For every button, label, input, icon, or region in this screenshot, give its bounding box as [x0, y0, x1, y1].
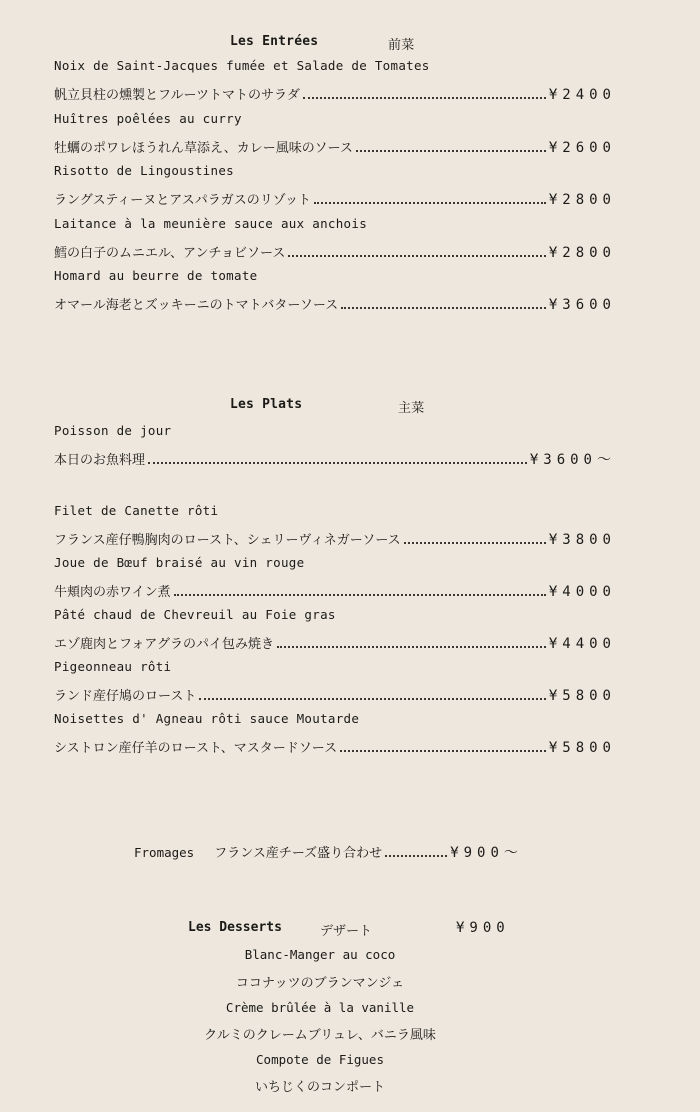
menu-item	[54, 503, 624, 547]
dessert-name-fr: Crème brûlée à la vanille	[225, 1000, 415, 1015]
leader-dots	[174, 585, 546, 596]
menu-item	[54, 711, 624, 755]
desserts-title-fr: Les Desserts	[188, 920, 282, 935]
menu-item	[54, 58, 624, 102]
item-price: ¥4400	[548, 636, 616, 652]
dessert-name-fr: Compote de Figues	[256, 1052, 384, 1067]
menu-item	[54, 607, 624, 651]
item-name-fr: Laitance à la meunière sauce aux anchois	[54, 216, 368, 231]
dessert-name-jp: クルミのクレームブリュレ、バニラ風味	[204, 1028, 436, 1043]
leader-dots	[314, 193, 546, 204]
item-price: ¥2400	[548, 87, 616, 103]
plats-title-fr: Les Plats	[230, 397, 303, 412]
item-price: ¥2800	[548, 245, 616, 261]
item-name-jp: 鱈の白子のムニエル、アンチョビソース	[54, 246, 286, 261]
item-name-jp: エゾ鹿肉とフォアグラのパイ包み焼き	[54, 637, 274, 652]
item-name-jp: 帆立貝柱の燻製とフルーツトマトのサラダ	[54, 88, 300, 103]
item-price: ¥3600～	[529, 452, 616, 468]
item-name-jp: ランド産仔鳩のロースト	[54, 689, 197, 704]
item-price: ¥5800	[548, 740, 616, 756]
item-name-fr: Pigeonneau rôti	[54, 659, 172, 674]
item-name-jp: シストロン産仔羊のロースト、マスタードソース	[54, 741, 338, 756]
menu-item	[54, 111, 624, 155]
item-name-jp: 本日のお魚料理	[54, 453, 146, 468]
fromages-title-jp: フランス産チーズ盛り合わせ	[214, 846, 383, 861]
menu-item	[54, 555, 624, 599]
item-price: ¥4000	[548, 584, 616, 600]
fromages-title-fr: Fromages	[134, 845, 195, 860]
leader-dots	[340, 741, 546, 752]
leader-dots	[385, 846, 447, 857]
item-name-fr: Risotto de Lingoustines	[54, 163, 234, 178]
item-price: ¥2600	[548, 140, 616, 156]
item-name-fr: Filet de Canette rôti	[54, 503, 219, 518]
item-name-jp: 牛頬肉の赤ワイン煮	[54, 585, 171, 600]
item-name-fr: Huîtres poêlées au curry	[54, 111, 242, 126]
leader-dots	[148, 453, 527, 464]
leader-dots	[356, 141, 546, 152]
leader-dots	[404, 533, 546, 544]
leader-dots	[277, 637, 546, 648]
menu-item	[54, 268, 624, 312]
dessert-name-jp: ココナッツのブランマンジェ	[235, 976, 405, 991]
desserts-header	[188, 920, 510, 939]
leader-dots	[341, 298, 546, 309]
leader-dots	[288, 246, 545, 257]
item-name-jp: ラングスティーヌとアスパラガスのリゾット	[54, 193, 312, 208]
entrees-title-jp: 前菜	[388, 38, 415, 53]
dessert-name-fr: Blanc-Manger au coco	[244, 947, 396, 962]
desserts-title-jp: デザート	[320, 924, 373, 939]
item-price: ¥3800	[548, 532, 616, 548]
item-name-jp: 牡蠣のポワレほうれん草添え、カレー風味のソース	[54, 141, 353, 156]
item-name-jp: オマール海老とズッキーニのトマトバターソース	[54, 298, 339, 313]
menu-item	[54, 659, 624, 703]
menu-item	[54, 423, 624, 467]
entrees-title-fr: Les Entrées	[230, 34, 319, 49]
item-name-fr: Noix de Saint-Jacques fumée et Salade de Tomates	[54, 58, 430, 73]
dessert-name-jp: いちじくのコンポート	[254, 1080, 385, 1095]
item-name-fr: Homard au beurre de tomate	[54, 268, 258, 283]
desserts-price: ¥900	[456, 920, 510, 936]
entrees-header	[230, 34, 530, 52]
item-name-fr: Poisson de jour	[54, 423, 172, 438]
plats-title-jp: 主菜	[398, 401, 425, 416]
item-name-fr: Joue de Bœuf braisé au vin rouge	[54, 555, 305, 570]
menu-item	[54, 163, 624, 207]
item-price: ¥5800	[548, 688, 616, 704]
item-price: ¥2800	[548, 192, 616, 208]
fromages-price: ¥900～	[450, 845, 523, 861]
item-price: ¥3600	[548, 297, 616, 313]
leader-dots	[199, 689, 545, 700]
fromages-line	[134, 842, 523, 862]
leader-dots	[303, 88, 546, 99]
plats-header	[230, 397, 530, 415]
item-name-fr: Pâté chaud de Chevreuil au Foie gras	[54, 607, 336, 622]
item-name-jp: フランス産仔鴨胸肉のロースト、シェリーヴィネガーソース	[54, 533, 401, 548]
item-name-fr: Noisettes d' Agneau rôti sauce Moutarde	[54, 711, 360, 726]
menu-item	[54, 216, 624, 260]
